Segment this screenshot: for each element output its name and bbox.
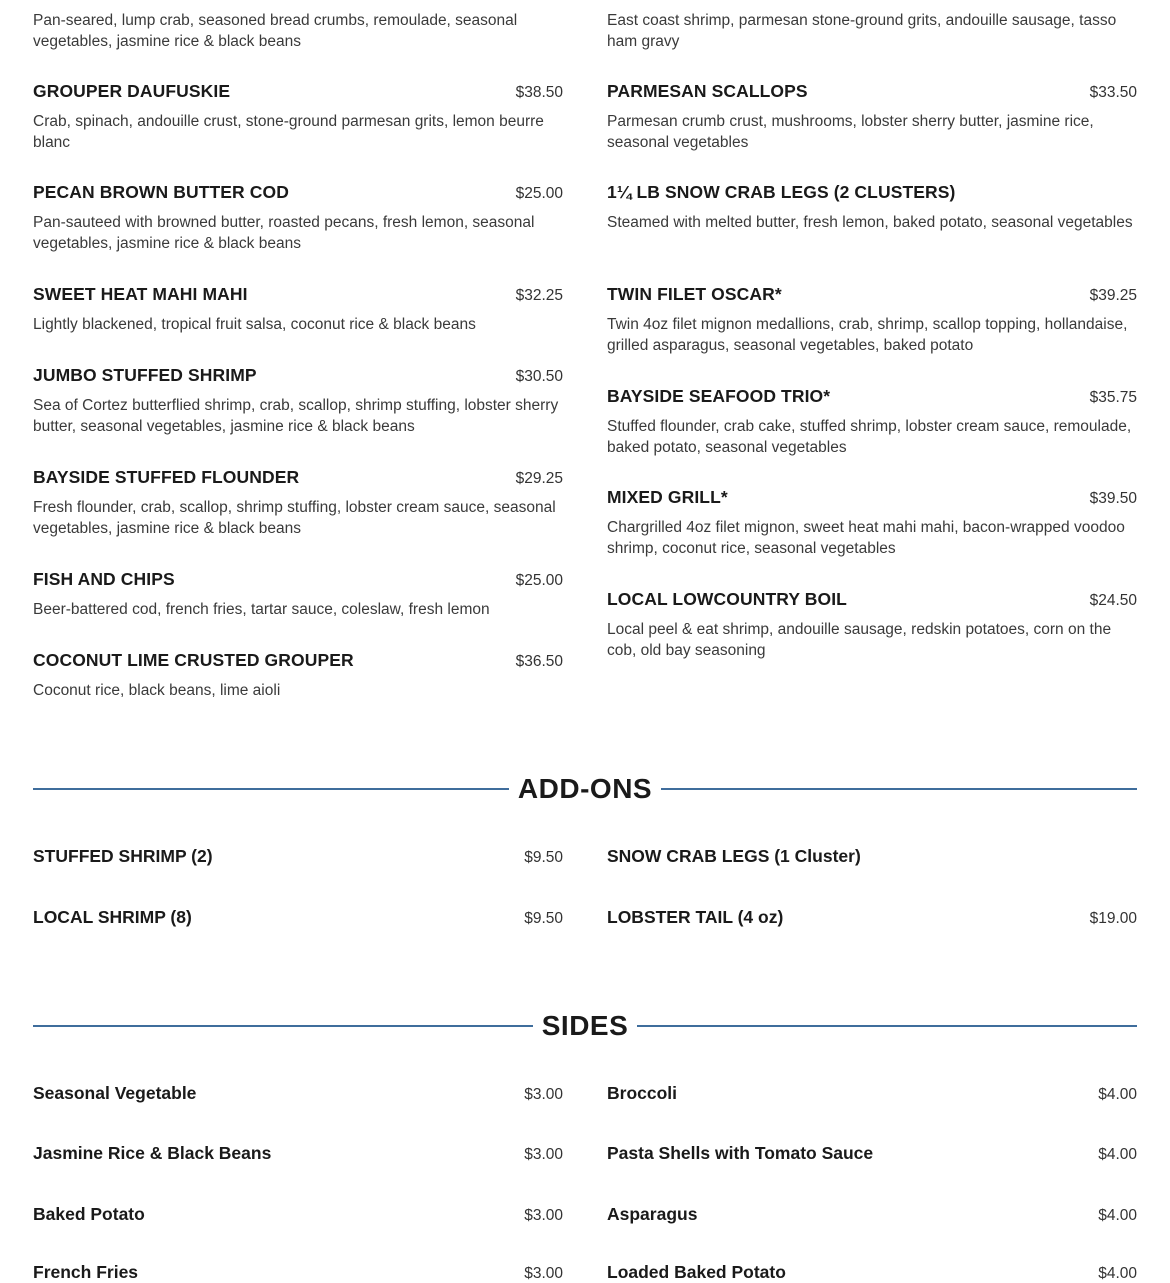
item-description: Lightly blackened, tropical fruit salsa, coconut rice & black beans xyxy=(33,316,476,333)
item-price: $4.00 xyxy=(1098,1265,1137,1282)
item-description: Pan-seared, lump crab, seasoned bread crumbs, remoulade, seasonal vegetables, jasmine rice & black beans xyxy=(33,12,518,50)
divider-line xyxy=(33,788,509,790)
menu-item-snow-crab-legs xyxy=(607,182,1137,234)
item-name: Broccoli xyxy=(607,1083,678,1103)
item-name: MIXED GRILL* xyxy=(607,487,728,507)
item-description: Twin 4oz filet mignon medallions, crab, shrimp, scallop topping, hollandaise, grilled asparagus, seasonal vegetables, baked potato xyxy=(607,316,1128,354)
side-item xyxy=(607,1262,1137,1283)
item-price: $36.50 xyxy=(515,653,563,670)
menu-item-grouper-daufuskie xyxy=(33,81,563,153)
menu-item-pecan-brown-butter-cod xyxy=(33,182,563,254)
item-name: Jasmine Rice & Black Beans xyxy=(33,1143,272,1163)
item-description: Fresh flounder, crab, scallop, shrimp stuffing, lobster cream sauce, seasonal vegetables, jasmine rice & black beans xyxy=(33,499,556,537)
item-price: $39.25 xyxy=(1089,287,1137,304)
item-name: Baked Potato xyxy=(33,1204,145,1224)
item-name: BAYSIDE STUFFED FLOUNDER xyxy=(33,467,300,487)
item-name: STUFFED SHRIMP (2) xyxy=(33,846,213,866)
side-item xyxy=(607,1143,1137,1164)
item-name: Loaded Baked Potato xyxy=(607,1262,786,1282)
item-price: $39.50 xyxy=(1089,490,1137,507)
item-name: LOBSTER TAIL (4 oz) xyxy=(607,907,784,927)
item-name: LOCAL LOWCOUNTRY BOIL xyxy=(607,589,847,609)
item-price: $35.75 xyxy=(1089,389,1137,406)
menu-item-jumbo-stuffed-shrimp xyxy=(33,365,563,437)
item-price: $32.25 xyxy=(515,287,563,304)
side-item xyxy=(33,1083,563,1104)
item-description: Local peel & eat shrimp, andouille sausage, redskin potatoes, corn on the cob, old bay seasoning xyxy=(607,621,1112,659)
section-title: SIDES xyxy=(541,1010,629,1041)
item-name: SNOW CRAB LEGS (1 Cluster) xyxy=(607,846,861,866)
side-item xyxy=(607,1204,1137,1225)
section-title: ADD-ONS xyxy=(517,773,653,804)
item-name: PARMESAN SCALLOPS xyxy=(607,81,808,101)
item-price: $4.00 xyxy=(1098,1207,1137,1224)
item-price: $19.00 xyxy=(1089,910,1137,927)
item-price: $3.00 xyxy=(524,1086,563,1103)
menu-item-coconut-lime-crusted-grouper xyxy=(33,650,563,702)
item-description: Beer-battered cod, french fries, tartar sauce, coleslaw, fresh lemon xyxy=(33,601,490,618)
addon-item xyxy=(33,907,563,928)
item-price: $9.50 xyxy=(524,849,563,866)
item-name: 1¼ LB SNOW CRAB LEGS (2 CLUSTERS) xyxy=(607,182,956,202)
addon-item xyxy=(33,846,563,867)
menu-item-bayside-stuffed-flounder xyxy=(33,467,563,539)
menu-item-parmesan-scallops xyxy=(607,81,1137,153)
menu-item-bayside-seafood-trio xyxy=(607,386,1137,458)
item-name: BAYSIDE SEAFOOD TRIO* xyxy=(607,386,831,406)
item-name: SWEET HEAT MAHI MAHI xyxy=(33,284,248,304)
item-name: TWIN FILET OSCAR* xyxy=(607,284,782,304)
divider-line xyxy=(661,788,1137,790)
item-price: $4.00 xyxy=(1098,1086,1137,1103)
item-price: $29.25 xyxy=(515,470,563,487)
item-description: Pan-sauteed with browned butter, roasted pecans, fresh lemon, seasonal vegetables, jasmine rice & black beans xyxy=(33,214,535,252)
item-name: Asparagus xyxy=(607,1204,698,1224)
item-name: French Fries xyxy=(33,1262,139,1282)
item-price: $30.50 xyxy=(515,368,563,385)
item-name: GROUPER DAUFUSKIE xyxy=(33,81,231,101)
menu-item-mixed-grill xyxy=(607,487,1137,559)
item-name: FISH AND CHIPS xyxy=(33,569,175,589)
side-item xyxy=(33,1143,563,1164)
item-price: $25.00 xyxy=(515,572,563,589)
item-description: Stuffed flounder, crab cake, stuffed shrimp, lobster cream sauce, remoulade, baked potato, seasonal vegetables xyxy=(607,418,1132,456)
side-item xyxy=(33,1262,563,1283)
item-price: $33.50 xyxy=(1089,84,1137,101)
item-description: Steamed with melted butter, fresh lemon, baked potato, seasonal vegetables xyxy=(607,214,1133,231)
item-name: COCONUT LIME CRUSTED GROUPER xyxy=(33,650,354,670)
menu-item-twin-filet-oscar xyxy=(607,284,1137,356)
item-price: $24.50 xyxy=(1089,592,1137,609)
side-item xyxy=(607,1083,1137,1104)
menu-item-local-lowcountry-boil xyxy=(607,589,1137,661)
addon-item xyxy=(607,846,1137,867)
item-name: JUMBO STUFFED SHRIMP xyxy=(33,365,257,385)
item-price: $9.50 xyxy=(524,910,563,927)
item-price: $3.00 xyxy=(524,1146,563,1163)
item-name: Pasta Shells with Tomato Sauce xyxy=(607,1143,874,1163)
item-name: PECAN BROWN BUTTER COD xyxy=(33,182,289,202)
addon-item xyxy=(607,907,1137,928)
section-header-addons xyxy=(33,769,1137,809)
menu-item-sweet-heat-mahi-mahi xyxy=(33,284,563,336)
divider-line xyxy=(637,1025,1137,1027)
item-description: Parmesan crumb crust, mushrooms, lobster sherry butter, jasmine rice, seasonal vegetables xyxy=(607,113,1094,151)
menu-item-fish-and-chips xyxy=(33,569,563,621)
item-price: $38.50 xyxy=(515,84,563,101)
item-price: $3.00 xyxy=(524,1207,563,1224)
item-description: Coconut rice, black beans, lime aioli xyxy=(33,682,281,699)
section-header-sides xyxy=(33,1006,1137,1046)
item-price: $3.00 xyxy=(524,1265,563,1282)
item-price: $25.00 xyxy=(515,185,563,202)
item-description: Crab, spinach, andouille crust, stone-ground parmesan grits, lemon beurre blanc xyxy=(33,113,544,151)
item-name: Seasonal Vegetable xyxy=(33,1083,197,1103)
item-description: Chargrilled 4oz filet mignon, sweet heat mahi mahi, bacon-wrapped voodoo shrimp, coconut rice, seasonal vegetables xyxy=(607,519,1125,557)
item-description: Sea of Cortez butterflied shrimp, crab, scallop, shrimp stuffing, lobster sherry butter, seasonal vegetables, jasmine rice & black beans xyxy=(33,397,559,435)
divider-line xyxy=(33,1025,533,1027)
item-price: $4.00 xyxy=(1098,1146,1137,1163)
item-name: LOCAL SHRIMP (8) xyxy=(33,907,192,927)
side-item xyxy=(33,1204,563,1225)
item-description: East coast shrimp, parmesan stone-ground grits, andouille sausage, tasso ham gravy xyxy=(607,12,1117,50)
